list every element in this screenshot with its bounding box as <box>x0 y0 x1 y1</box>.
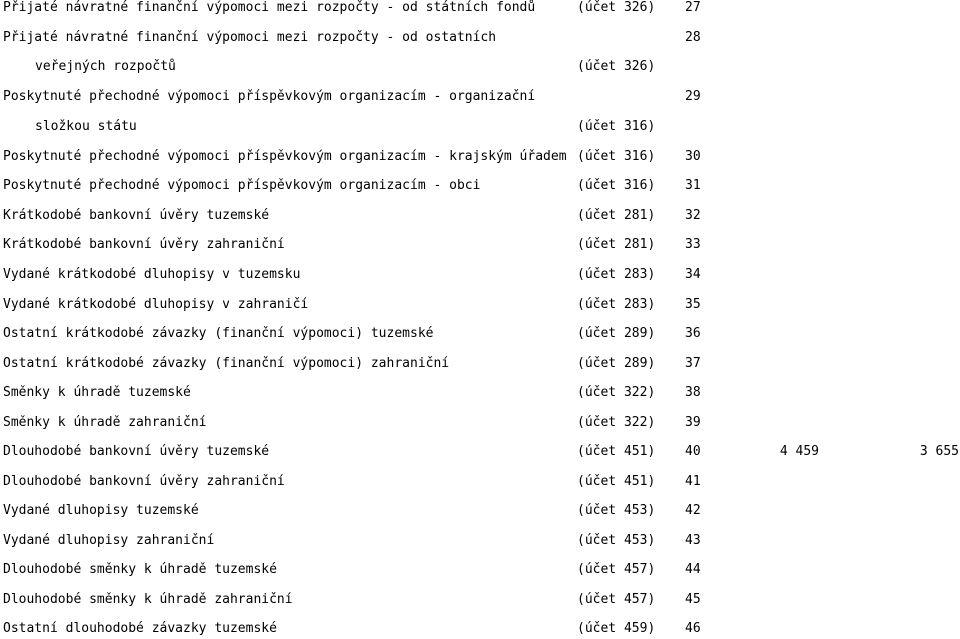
row-label: Poskytnuté přechodné výpomoci příspěvkovým organizacím - organizační <box>3 89 536 104</box>
row-number: 29 <box>685 89 701 104</box>
table-row <box>0 354 960 374</box>
row-label: Ostatní krátkodobé závazky (finanční výpomoci) tuzemské <box>3 326 434 341</box>
row-label: Poskytnuté přechodné výpomoci příspěvkovým organizacím - krajským úřadem <box>3 149 567 164</box>
row-account: (účet 283) <box>577 297 656 312</box>
table-row <box>0 383 960 403</box>
row-number: 27 <box>685 0 701 15</box>
row-number: 41 <box>685 474 701 489</box>
row-account: (účet 289) <box>577 356 656 371</box>
row-label: Krátkodobé bankovní úvěry tuzemské <box>3 208 270 223</box>
row-number: 31 <box>685 178 701 193</box>
table-row <box>0 0 960 18</box>
row-number: 38 <box>685 385 701 400</box>
row-number: 43 <box>685 533 701 548</box>
row-account: (účet 457) <box>577 592 656 607</box>
table-row <box>0 324 960 344</box>
row-account: (účet 322) <box>577 385 656 400</box>
table-row <box>0 235 960 255</box>
table-row <box>0 531 960 551</box>
row-label: Směnky k úhradě tuzemské <box>3 385 191 400</box>
row-label: Poskytnuté přechodné výpomoci příspěvkovým organizacím - obci <box>3 178 481 193</box>
row-account: (účet 281) <box>577 237 656 252</box>
row-label: Přijaté návratné finanční výpomoci mezi rozpočty - od ostatních <box>3 30 497 45</box>
row-account: (účet 316) <box>577 178 656 193</box>
row-number: 32 <box>685 208 701 223</box>
table-row <box>0 87 960 107</box>
row-account: (účet 457) <box>577 562 656 577</box>
row-label: Vydané dluhopisy tuzemské <box>3 503 199 518</box>
table-row <box>0 413 960 433</box>
row-label: Dlouhodobé směnky k úhradě zahraniční <box>3 592 293 607</box>
row-value-current: 4 459 <box>779 444 819 459</box>
table-row <box>0 501 960 521</box>
row-account: (účet 316) <box>577 119 656 134</box>
row-number: 34 <box>685 267 701 282</box>
table-row <box>0 176 960 196</box>
row-label: Ostatní dlouhodobé závazky tuzemské <box>3 621 277 636</box>
table-row <box>0 590 960 610</box>
table-row <box>0 265 960 285</box>
row-number: 45 <box>685 592 701 607</box>
row-label: Směnky k úhradě zahraniční <box>3 415 207 430</box>
row-number: 36 <box>685 326 701 341</box>
row-label: Ostatní krátkodobé závazky (finanční výpomoci) zahraniční <box>3 356 450 371</box>
row-number: 30 <box>685 149 701 164</box>
table-row <box>0 57 960 77</box>
row-account: (účet 453) <box>577 533 656 548</box>
row-account: (účet 326) <box>577 59 656 74</box>
row-value-previous: 3 655 <box>919 444 959 459</box>
row-number: 46 <box>685 621 701 636</box>
row-account: (účet 326) <box>577 0 656 15</box>
row-label: Krátkodobé bankovní úvěry zahraniční <box>3 237 285 252</box>
row-number: 28 <box>685 30 701 45</box>
table-row <box>0 619 960 639</box>
row-number: 44 <box>685 562 701 577</box>
row-number: 37 <box>685 356 701 371</box>
row-label: složkou státu <box>35 119 137 134</box>
row-label: veřejných rozpočtů <box>35 59 176 74</box>
row-label: Dlouhodobé bankovní úvěry tuzemské <box>3 444 270 459</box>
table-row <box>0 206 960 226</box>
table-row <box>0 295 960 315</box>
row-account: (účet 459) <box>577 621 656 636</box>
row-account: (účet 451) <box>577 474 656 489</box>
row-account: (účet 453) <box>577 503 656 518</box>
row-account: (účet 451) <box>577 444 656 459</box>
row-number: 35 <box>685 297 701 312</box>
row-account: (účet 289) <box>577 326 656 341</box>
row-label: Vydané dluhopisy zahraniční <box>3 533 215 548</box>
table-row <box>0 560 960 580</box>
row-account: (účet 316) <box>577 149 656 164</box>
row-label: Vydané krátkodobé dluhopisy v tuzemsku <box>3 267 301 282</box>
row-label: Vydané krátkodobé dluhopisy v zahraničí <box>3 297 309 312</box>
table-row <box>0 147 960 167</box>
row-label: Dlouhodobé směnky k úhradě tuzemské <box>3 562 277 577</box>
row-number: 39 <box>685 415 701 430</box>
row-number: 33 <box>685 237 701 252</box>
row-account: (účet 283) <box>577 267 656 282</box>
row-number: 42 <box>685 503 701 518</box>
row-account: (účet 281) <box>577 208 656 223</box>
table-row <box>0 442 960 462</box>
row-account: (účet 322) <box>577 415 656 430</box>
table-row <box>0 472 960 492</box>
table-row <box>0 117 960 137</box>
row-number: 40 <box>685 444 701 459</box>
row-label: Přijaté návratné finanční výpomoci mezi rozpočty - od státních fondů <box>3 0 536 15</box>
table-row <box>0 28 960 48</box>
row-label: Dlouhodobé bankovní úvěry zahraniční <box>3 474 285 489</box>
